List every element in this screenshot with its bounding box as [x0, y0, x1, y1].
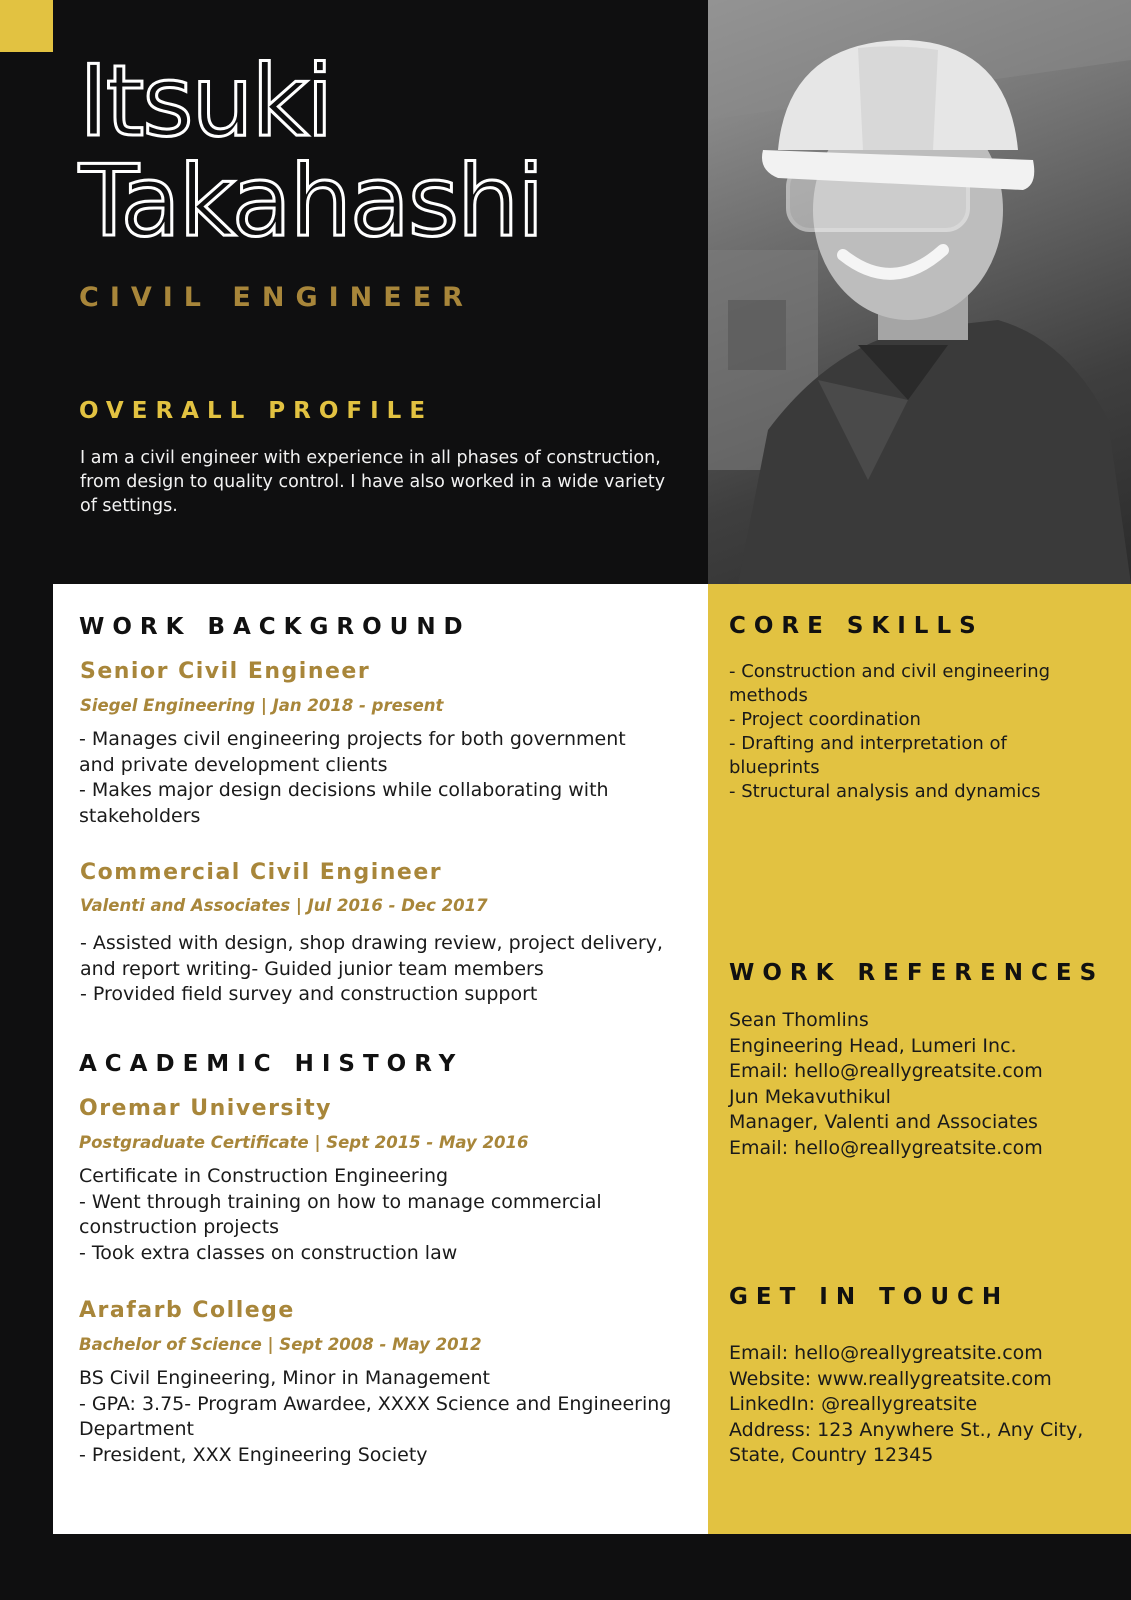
references-list — [729, 1008, 1043, 1161]
skill-line: methods — [729, 685, 808, 706]
contact-address: State, Country 12345 — [729, 1444, 934, 1466]
job-line: and private development clients — [79, 753, 388, 776]
reference-line: Engineering Head, Lumeri Inc. — [729, 1034, 1017, 1057]
skill-line: - Project coordination — [729, 709, 921, 730]
job-line: stakeholders — [79, 804, 201, 827]
academic-heading: ACADEMIC HISTORY — [79, 1051, 464, 1077]
profile-text — [80, 446, 690, 518]
contact-heading: GET IN TOUCH — [729, 1284, 1010, 1310]
contact-linkedin: LinkedIn: @reallygreatsite — [729, 1393, 978, 1415]
skill-line: - Construction and civil engineering — [729, 661, 1051, 682]
job-role: Commercial Civil Engineer — [80, 860, 443, 885]
school-line: - Took extra classes on construction law — [79, 1241, 458, 1264]
engineer-portrait-photo — [708, 0, 1131, 584]
job-meta: Siegel Engineering | Jan 2018 - present — [80, 696, 444, 715]
school-description — [79, 1366, 671, 1468]
profile-line: I am a civil engineer with experience in all phases of construction, — [80, 448, 661, 468]
job-description — [80, 931, 663, 1008]
contact-email: Email: hello@reallygreatsite.com — [729, 1342, 1043, 1364]
job-line: and report writing- Guided junior team members — [80, 957, 544, 980]
profile-heading: OVERALL PROFILE — [79, 398, 434, 424]
reference-line: Sean Thomlins — [729, 1009, 869, 1031]
reference-line: Email: hello@reallygreatsite.com — [729, 1136, 1043, 1159]
skill-line: blueprints — [729, 757, 820, 778]
reference-line: Jun Mekavuthikul — [729, 1085, 891, 1108]
skill-line: - Drafting and interpretation of — [729, 733, 1007, 754]
bottom-black-band — [0, 1534, 1131, 1600]
school-description — [79, 1164, 602, 1266]
work-heading: WORK BACKGROUND — [79, 614, 471, 640]
full-name — [79, 45, 543, 259]
main-column — [53, 584, 708, 1534]
job-line: - Makes major design decisions while collaborating with — [79, 779, 609, 801]
portrait-illustration — [708, 0, 1131, 584]
reference-line: Email: hello@reallygreatsite.com — [729, 1060, 1043, 1082]
job-line: - Assisted with design, shop drawing review, project delivery, — [80, 932, 663, 954]
skills-heading: CORE SKILLS — [729, 613, 984, 639]
school-line: - President, XXX Engineering Society — [79, 1443, 428, 1466]
reference-line: Manager, Valenti and Associates — [729, 1111, 1038, 1133]
school-line: BS Civil Engineering, Minor in Management — [79, 1367, 490, 1389]
job-title: CIVIL ENGINEER — [79, 282, 474, 313]
references-heading: WORK REFERENCES — [729, 960, 1105, 986]
left-black-strip — [0, 52, 53, 1600]
profile-line: from design to quality control. I have also worked in a wide variety — [80, 472, 666, 492]
yellow-accent-block — [0, 0, 53, 52]
school-name: Arafarb College — [79, 1298, 295, 1323]
school-line: - Went through training on how to manage commercial — [79, 1190, 602, 1213]
last-name: Takahashi — [79, 145, 543, 259]
job-line: - Manages civil engineering projects for both government — [79, 728, 626, 750]
job-role: Senior Civil Engineer — [80, 659, 371, 684]
contact-website: Website: www.reallygreatsite.com — [729, 1367, 1052, 1390]
school-meta: Postgraduate Certificate | Sept 2015 - May 2016 — [79, 1133, 529, 1152]
job-description — [79, 727, 626, 829]
school-line: Certificate in Construction Engineering — [79, 1165, 449, 1187]
sidebar-column — [708, 584, 1131, 1534]
contact-address: Address: 123 Anywhere St., Any City, — [729, 1418, 1084, 1441]
skills-list — [729, 660, 1050, 804]
skill-line: - Structural analysis and dynamics — [729, 781, 1041, 802]
profile-line: of settings. — [80, 496, 178, 516]
school-line: Department — [79, 1418, 194, 1440]
school-line: construction projects — [79, 1216, 280, 1238]
school-line: - GPA: 3.75- Program Awardee, XXXX Science and Engineering — [79, 1392, 672, 1415]
first-name: Itsuki — [79, 45, 332, 159]
contact-list — [729, 1341, 1083, 1469]
job-meta: Valenti and Associates | Jul 2016 - Dec 2017 — [80, 896, 488, 915]
job-line: - Provided field survey and construction support — [80, 983, 538, 1005]
school-name: Oremar University — [79, 1096, 332, 1121]
resume-header — [53, 0, 708, 584]
school-meta: Bachelor of Science | Sept 2008 - May 2012 — [79, 1335, 482, 1354]
